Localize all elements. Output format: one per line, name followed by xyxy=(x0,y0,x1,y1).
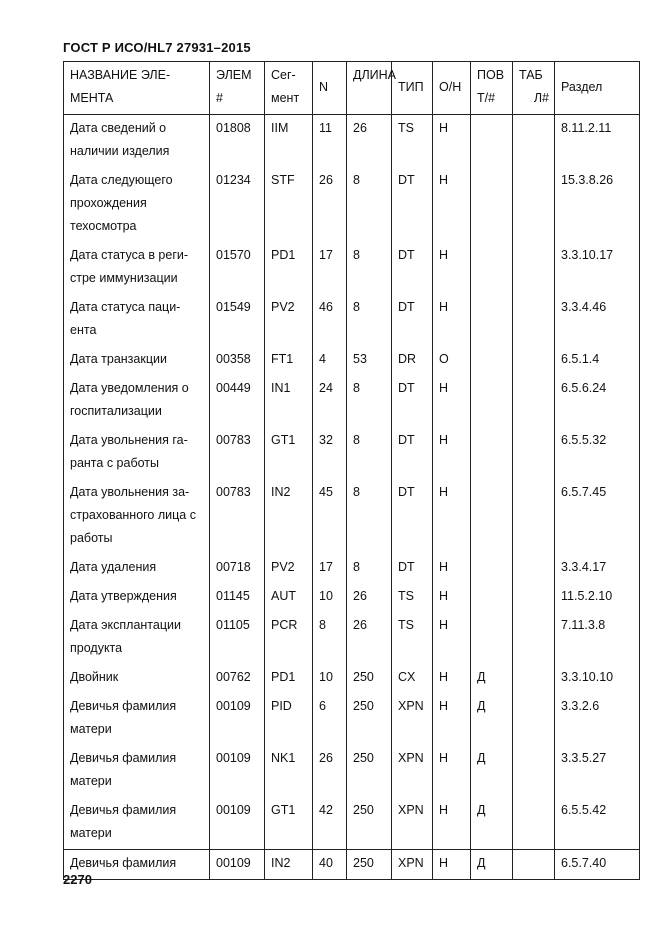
cell-section: 11.5.2.10 xyxy=(555,583,640,612)
cell-segment: FT1 xyxy=(265,346,313,375)
cell-n: 6 xyxy=(313,693,347,745)
cell-pov: Д xyxy=(471,745,513,797)
table-row xyxy=(64,115,640,168)
cell-pov xyxy=(471,427,513,479)
cell-segment: PD1 xyxy=(265,664,313,693)
cell-elem: 00718 xyxy=(210,554,265,583)
cell-n: 26 xyxy=(313,167,347,242)
cell-section: 6.5.6.24 xyxy=(555,375,640,427)
cell-n: 46 xyxy=(313,294,347,346)
cell-type: DT xyxy=(392,375,433,427)
cell-length: 8 xyxy=(347,427,392,479)
cell-type: CX xyxy=(392,664,433,693)
table-row xyxy=(64,346,640,375)
cell-section: 6.5.5.32 xyxy=(555,427,640,479)
cell-pov: Д xyxy=(471,797,513,850)
cell-segment: PID xyxy=(265,693,313,745)
header-on: О/Н xyxy=(433,62,471,115)
cell-section: 6.5.7.45 xyxy=(555,479,640,554)
cell-elem: 00358 xyxy=(210,346,265,375)
cell-type: TS xyxy=(392,115,433,168)
cell-name: Девичья фамилия матери xyxy=(64,745,210,797)
header-elem: ЭЛЕМ # xyxy=(210,62,265,115)
cell-length: 250 xyxy=(347,850,392,880)
table-row xyxy=(64,554,640,583)
cell-elem: 00109 xyxy=(210,693,265,745)
cell-pov xyxy=(471,375,513,427)
cell-segment: PD1 xyxy=(265,242,313,294)
cell-on: Н xyxy=(433,583,471,612)
table-row xyxy=(64,745,640,797)
cell-type: DT xyxy=(392,427,433,479)
cell-type: DT xyxy=(392,479,433,554)
cell-length: 53 xyxy=(347,346,392,375)
page-number: 2270 xyxy=(63,872,92,887)
cell-n: 8 xyxy=(313,612,347,664)
cell-on: Н xyxy=(433,554,471,583)
cell-elem: 01549 xyxy=(210,294,265,346)
header-pov-line1: ПОВ xyxy=(477,68,505,82)
cell-segment: IN1 xyxy=(265,375,313,427)
cell-elem: 01234 xyxy=(210,167,265,242)
table-row xyxy=(64,612,640,664)
cell-pov: Д xyxy=(471,850,513,880)
cell-tab xyxy=(513,554,555,583)
table-row xyxy=(64,583,640,612)
table-row xyxy=(64,797,640,850)
cell-name: Дата удаления xyxy=(64,554,210,583)
cell-segment: GT1 xyxy=(265,797,313,850)
table-header-row xyxy=(64,62,640,115)
cell-pov xyxy=(471,115,513,168)
cell-n: 42 xyxy=(313,797,347,850)
cell-segment: PV2 xyxy=(265,554,313,583)
cell-segment: IN2 xyxy=(265,479,313,554)
cell-length: 26 xyxy=(347,612,392,664)
cell-elem: 01105 xyxy=(210,612,265,664)
header-pov xyxy=(471,62,513,115)
cell-tab xyxy=(513,612,555,664)
cell-length: 8 xyxy=(347,294,392,346)
cell-section: 3.3.2.6 xyxy=(555,693,640,745)
cell-name: Девичья фамилия матери xyxy=(64,797,210,850)
table-row xyxy=(64,479,640,554)
cell-type: TS xyxy=(392,583,433,612)
cell-tab xyxy=(513,745,555,797)
cell-segment: PCR xyxy=(265,612,313,664)
cell-length: 8 xyxy=(347,554,392,583)
cell-elem: 00449 xyxy=(210,375,265,427)
header-length: ДЛИНА xyxy=(347,62,392,115)
cell-length: 8 xyxy=(347,479,392,554)
cell-name: Дата эксплантации продукта xyxy=(64,612,210,664)
cell-type: DR xyxy=(392,346,433,375)
cell-n: 32 xyxy=(313,427,347,479)
header-tab-line2: Л# xyxy=(533,91,549,105)
cell-length: 250 xyxy=(347,745,392,797)
header-segment: Сег-мент xyxy=(265,62,313,115)
cell-section: 3.3.5.27 xyxy=(555,745,640,797)
table-body xyxy=(64,115,640,880)
cell-type: DT xyxy=(392,242,433,294)
cell-on: Н xyxy=(433,693,471,745)
cell-pov xyxy=(471,346,513,375)
table-row xyxy=(64,427,640,479)
cell-name: Дата уведомления о госпитализации xyxy=(64,375,210,427)
cell-n: 10 xyxy=(313,583,347,612)
cell-section: 6.5.7.40 xyxy=(555,850,640,880)
cell-length: 8 xyxy=(347,167,392,242)
cell-elem: 00762 xyxy=(210,664,265,693)
cell-n: 10 xyxy=(313,664,347,693)
cell-pov xyxy=(471,479,513,554)
table-row xyxy=(64,242,640,294)
cell-name: Девичья фамилия матери xyxy=(64,693,210,745)
cell-n: 17 xyxy=(313,242,347,294)
cell-pov: Д xyxy=(471,664,513,693)
cell-name: Дата следующего прохождения техосмотра xyxy=(64,167,210,242)
cell-on: Н xyxy=(433,427,471,479)
cell-tab xyxy=(513,427,555,479)
cell-on: Н xyxy=(433,294,471,346)
cell-length: 26 xyxy=(347,583,392,612)
cell-type: DT xyxy=(392,294,433,346)
elements-table xyxy=(63,61,640,880)
cell-length: 8 xyxy=(347,242,392,294)
cell-elem: 01570 xyxy=(210,242,265,294)
standard-title: ГОСТ Р ИСО/HL7 27931–2015 xyxy=(63,40,251,55)
cell-on: Н xyxy=(433,479,471,554)
cell-segment: GT1 xyxy=(265,427,313,479)
cell-type: XPN xyxy=(392,797,433,850)
cell-pov xyxy=(471,612,513,664)
cell-n: 4 xyxy=(313,346,347,375)
cell-segment: NK1 xyxy=(265,745,313,797)
cell-elem: 01808 xyxy=(210,115,265,168)
cell-name: Девичья фамилия xyxy=(64,850,210,880)
header-pov-line2: Т/# xyxy=(477,91,496,105)
header-name: НАЗВАНИЕ ЭЛЕ-МЕНТА xyxy=(64,62,210,115)
cell-section: 3.3.10.10 xyxy=(555,664,640,693)
cell-length: 250 xyxy=(347,664,392,693)
cell-tab xyxy=(513,583,555,612)
cell-segment: STF xyxy=(265,167,313,242)
cell-name: Дата утверждения xyxy=(64,583,210,612)
header-n: N xyxy=(313,62,347,115)
cell-tab xyxy=(513,693,555,745)
cell-tab xyxy=(513,242,555,294)
cell-n: 26 xyxy=(313,745,347,797)
cell-type: DT xyxy=(392,554,433,583)
cell-tab xyxy=(513,294,555,346)
cell-tab xyxy=(513,346,555,375)
cell-length: 26 xyxy=(347,115,392,168)
cell-name: Двойник xyxy=(64,664,210,693)
header-section: Раздел xyxy=(555,62,640,115)
cell-on: О xyxy=(433,346,471,375)
cell-n: 11 xyxy=(313,115,347,168)
cell-section: 3.3.4.17 xyxy=(555,554,640,583)
table-row xyxy=(64,850,640,880)
cell-type: TS xyxy=(392,612,433,664)
cell-length: 250 xyxy=(347,797,392,850)
cell-tab xyxy=(513,664,555,693)
cell-name: Дата транзакции xyxy=(64,346,210,375)
cell-segment: IN2 xyxy=(265,850,313,880)
cell-length: 250 xyxy=(347,693,392,745)
cell-n: 40 xyxy=(313,850,347,880)
cell-elem: 01145 xyxy=(210,583,265,612)
cell-tab xyxy=(513,850,555,880)
cell-on: Н xyxy=(433,167,471,242)
cell-tab xyxy=(513,479,555,554)
cell-pov: Д xyxy=(471,693,513,745)
cell-type: DT xyxy=(392,167,433,242)
cell-name: Дата статуса в реги-стре иммунизации xyxy=(64,242,210,294)
cell-section: 6.5.5.42 xyxy=(555,797,640,850)
table-row xyxy=(64,375,640,427)
cell-pov xyxy=(471,294,513,346)
cell-pov xyxy=(471,167,513,242)
cell-tab xyxy=(513,115,555,168)
cell-segment: IIM xyxy=(265,115,313,168)
cell-n: 45 xyxy=(313,479,347,554)
cell-section: 3.3.10.17 xyxy=(555,242,640,294)
cell-section: 8.11.2.11 xyxy=(555,115,640,168)
cell-segment: AUT xyxy=(265,583,313,612)
cell-n: 17 xyxy=(313,554,347,583)
cell-section: 6.5.1.4 xyxy=(555,346,640,375)
cell-type: XPN xyxy=(392,693,433,745)
cell-pov xyxy=(471,242,513,294)
cell-on: Н xyxy=(433,664,471,693)
cell-on: Н xyxy=(433,850,471,880)
cell-section: 3.3.4.46 xyxy=(555,294,640,346)
cell-tab xyxy=(513,797,555,850)
cell-type: XPN xyxy=(392,745,433,797)
cell-tab xyxy=(513,167,555,242)
cell-section: 15.3.8.26 xyxy=(555,167,640,242)
header-tab xyxy=(513,62,555,115)
cell-type: XPN xyxy=(392,850,433,880)
cell-segment: PV2 xyxy=(265,294,313,346)
header-tab-line1: ТАБ xyxy=(519,68,543,82)
cell-name: Дата увольнения га-ранта с работы xyxy=(64,427,210,479)
table-row xyxy=(64,167,640,242)
cell-length: 8 xyxy=(347,375,392,427)
cell-on: Н xyxy=(433,375,471,427)
cell-pov xyxy=(471,583,513,612)
table-row xyxy=(64,664,640,693)
cell-on: Н xyxy=(433,242,471,294)
cell-elem: 00109 xyxy=(210,745,265,797)
cell-elem: 00783 xyxy=(210,479,265,554)
cell-pov xyxy=(471,554,513,583)
cell-on: Н xyxy=(433,612,471,664)
cell-elem: 00109 xyxy=(210,797,265,850)
cell-tab xyxy=(513,375,555,427)
cell-section: 7.11.3.8 xyxy=(555,612,640,664)
cell-on: Н xyxy=(433,745,471,797)
table-row xyxy=(64,294,640,346)
cell-n: 24 xyxy=(313,375,347,427)
cell-elem: 00109 xyxy=(210,850,265,880)
cell-name: Дата увольнения за-страхованного лица с работы xyxy=(64,479,210,554)
table-row xyxy=(64,693,640,745)
cell-on: Н xyxy=(433,115,471,168)
cell-name: Дата сведений о наличии изделия xyxy=(64,115,210,168)
cell-name: Дата статуса паци-ента xyxy=(64,294,210,346)
cell-elem: 00783 xyxy=(210,427,265,479)
cell-on: Н xyxy=(433,797,471,850)
header-type: ТИП xyxy=(392,62,433,115)
